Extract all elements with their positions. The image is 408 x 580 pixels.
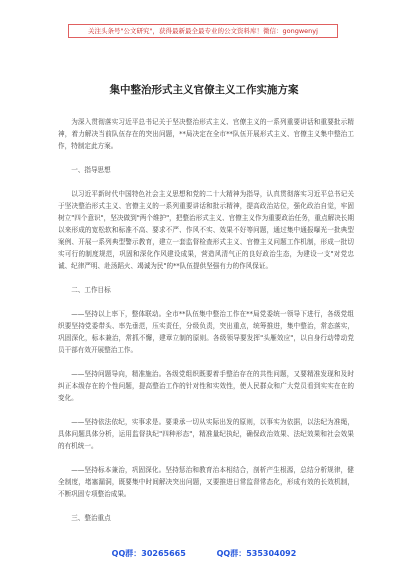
promo-banner: 关注头条号"公文研究"，获得最新最全最专业的公文资料库！微信：gongwenyj <box>68 24 338 38</box>
footer-qq-2: QQ群：535304092 <box>216 549 297 558</box>
footer-contacts <box>0 548 408 559</box>
goal-paragraph-2: ——坚持问题导向，精准施治。各级党组织既要着手整治存在的共性问题，又要精准发现和及时纠正本级存在的个性问题，提高整治工作的针对性和实效性，使人民群众和广大党员看到实实在在的变化。 <box>58 370 354 402</box>
footer-qq-1: QQ群：30265665 <box>111 549 186 558</box>
goal-paragraph-1: ——坚持以上率下，整体联动。全市**队伍集中整治工作在**局党委统一领导下进行，各级党组织要坚持党委带头、率先垂范，压实责任，分级负责，突出重点，统筹推进，集中整治，常态落实，巩固深化，标本兼治，常抓不懈，建章立制的原则。各级领导要发挥"头雁效应"，以自身行动带动党员干部有效开展整治工作。 <box>58 310 354 354</box>
guiding-ideology-paragraph: 以习近平新时代中国特色社会主义思想和党的二十大精神为指导，认真贯彻落实习近平总书记关于坚决整治形式主义、官僚主义的一系列重要讲话和批示精神，提高政治站位，强化政治自觉，牢固树立"四个意识"，坚决做到"两个维护"，把整治形式主义、官僚主义作为重要政治任务，重点解决长期以来形成的宽松软和标准不高、要求不严、作风不实、效果不好等问题，通过集中通报曝光一批典型案例、开展一系列典型警示教育，建立一套监督检查形式主义、官僚主义问题工作机制，形成一批切实可行的制度规范，巩固和深化作风建设成果，营造风清气正的良好政治生态，为建设一支"对党忠诚、纪律严明、赴汤蹈火、竭诚为民"的**队伍提供坚强有力的作风保证。 <box>58 190 354 270</box>
document-body <box>58 116 354 524</box>
section-heading-guiding-ideology: 一、指导思想 <box>71 166 111 174</box>
document-title: 集中整治形式主义官僚主义工作实施方案 <box>109 84 299 96</box>
section-heading-work-goals: 二、工作目标 <box>71 286 111 294</box>
section-heading-focus: 三、整治重点 <box>71 514 111 522</box>
intro-paragraph: 为深入贯彻落实习近平总书记关于坚决整治形式主义、官僚主义的一系列重要讲话和重要批示精神，着力解决当前队伍存在的突出问题，**局决定在全市**队伍开展形式主义、官僚主义集中整治工作，特制定此方案。 <box>58 118 354 150</box>
goal-paragraph-4: ——坚持标本兼治，巩固深化。坚持惩治和教育治本相结合，剖析产生根源，总结分析规律，健全制度，堵塞漏洞，既要集中时间解决突出问题，又要推进日常监督常态化，形成有效的长效机制，不断巩固专项整治成果。 <box>58 466 354 498</box>
goal-paragraph-3: ——坚持依法依纪，实事求是。要秉承一切从实际出发的原则，以事实为依据，以法纪为准绳，具体问题具体分析，运用监督执纪"四种形态"，精准量纪执纪，确保政治效果、法纪效果和社会效果的有机统一。 <box>58 418 354 450</box>
